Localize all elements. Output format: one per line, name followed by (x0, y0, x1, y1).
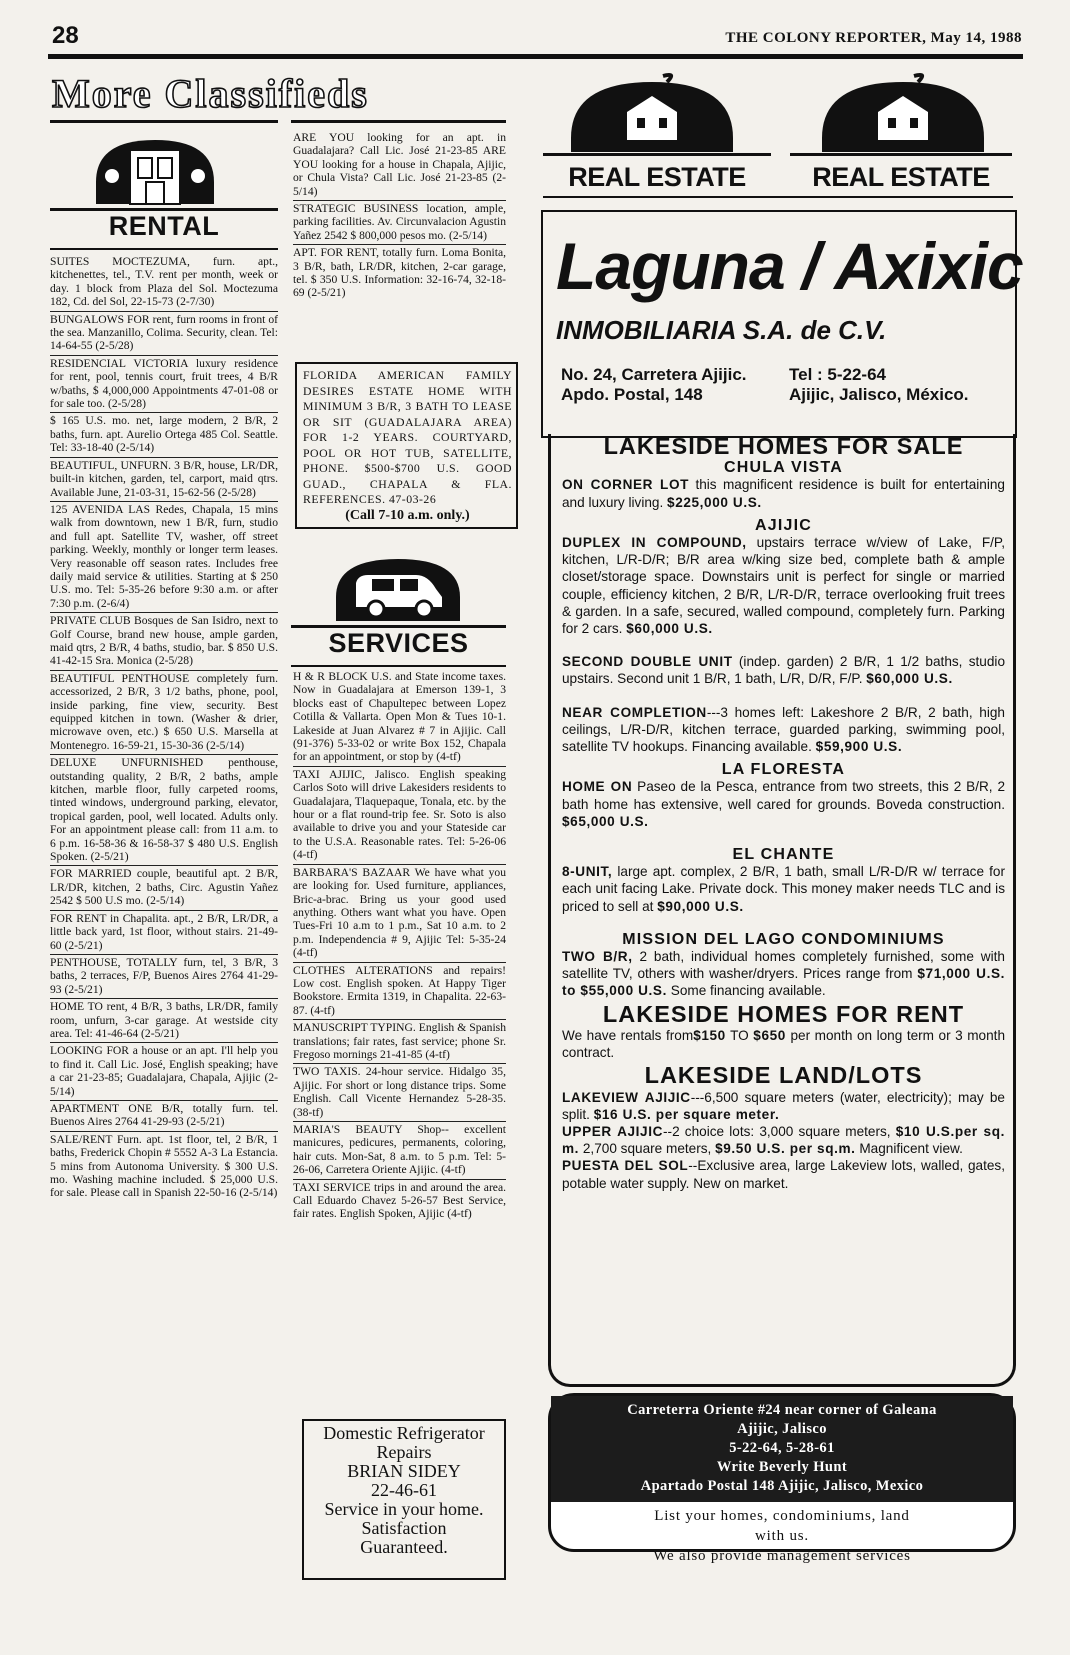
listing-corner-lot: ON CORNER LOT this magnificent residence is built for entertaining and luxury living. $225,000 U.S. (562, 477, 1005, 510)
real-estate-label-right: REAL ESTATE (812, 162, 990, 192)
service-ad: CLOTHES ALTERATIONS and repairs! Low cost. English spoken. At Happy Tiger Bookstore. Ermita 1319, in Chapalita. 22-63-87. (4-tf) (293, 963, 506, 1021)
masthead: THE COLONY REPORTER, May 14, 1988 (725, 30, 1022, 46)
land-lots-heading: LAKESIDE LAND/LOTS (644, 1062, 923, 1089)
contact-line: Apartado Postal 148 Ajijic, Jalisco, Mexico (640, 1478, 924, 1494)
re-rule-right (790, 153, 1012, 156)
contact-note-line: List your homes, condominiums, land (654, 1508, 910, 1524)
service-ad: TAXI AJIJIC, Jalisco. English speaking Carlos Soto will drive Lakesiders residents to Guadalajara, Tlaquepaque, Tonala, etc. by the hour or a flat round-trip fee. Sr. Soto is also available to drive you and your Stateside car to the U.S.A. Reasonable rates. Tel: 5-26-06 (4-tf) (293, 767, 506, 865)
fridge-ad-line: BRIAN SIDEY (347, 1461, 461, 1481)
services-heading: SERVICES (328, 628, 469, 658)
classified-ad: 125 AVENIDA LAS Redes, Chapala, 15 mins walk from downtown, new 1 B/R, furn, studio and full apt. Satellite TV, washer, off street parking. Weekly, monthly or longer term leases. Very reasonable off season rates. Includes free daily maid service & utilities. Starting at $ 250 U.S. mo. Tel: 5-35-26 before 9:30 a.m. or after 7:30 p.m. (2-6/4) (50, 502, 278, 613)
listing-duplex: DUPLEX IN COMPOUND, upstairs terrace w/view of Lake, F/P, kitchen, L/R-D/R; B/R area w/king size bed, complete bath & ample closet/storage space. Downstairs unit is perfect for single or married couple, efficiency kitchen, 2 B/R, L/R-D/R, terrace overlooking fruit trees & garden. In a safe, secured, walled compound, completely furn. Parking for 2 cars. $60,000 U.S. (562, 535, 1005, 637)
classified-ad: APT. FOR RENT, totally furn. Loma Bonita, 3 B/R, bath, LR/DR, kitchen, 2-car garage, tel. $ 350 U.S. Information: 32-16-74, 32-18-69 (2-5/21) (293, 246, 506, 300)
fridge-ad-line: Domestic Refrigerator (323, 1423, 485, 1443)
real-estate-label-left: REAL ESTATE (568, 162, 746, 192)
listing-el-chante: 8-UNIT, large apt. complex, 2 B/R, 1 bath, small L/R-D/R w/ terrace for each unit facing Lake. Private dock. This money maker needs TLC and is priced to sell at $90,000 U.S. (562, 864, 1005, 914)
classified-ad: LOOKING FOR a house or an apt. I'll help you to find it. Call Lic. José, English speaking; have a car 21-23-85; Guadalajara, Chapala, Ajijic (2-5/14) (50, 1043, 278, 1101)
listing-second-unit: SECOND DOUBLE UNIT (indep. garden) 2 B/R, 1 1/2 baths, studio upstairs. Second unit 1 B/R, 1 bath, L/R, D/R, F/P. $60,000 U.S. (562, 654, 1006, 687)
listing-mission-del-lago: TWO B/R, 2 bath, individual homes completely furnished, some with satellite TV, others with washer/dryers. Prices range from $71,000 U.S. to $55,000 U.S. Some financing available. (562, 949, 1005, 999)
listing-rentals: We have rentals from$150 TO $650 per month on long term or 3 month contract. (562, 1027, 1006, 1061)
contact-line: 5-22-64, 5-28-61 (729, 1440, 835, 1456)
contact-box (548, 1393, 1016, 1564)
listing-upper-ajijic: UPPER AJIJIC--2 choice lots: 3,000 square meters, $10 U.S.per sq. m. 2,700 square meters, $9.50 U.S. per sq.m. Magnificent view. (562, 1123, 1005, 1157)
service-ad: MARIA'S BEAUTY Shop-- excellent manicures, pedicures, permanents, coloring, hair cuts. Mon-Sat, 8 a.m. to 5 p.m. Tel: 5-26-06, Carretera Oriente Ajijic. (4-tf) (293, 1122, 506, 1180)
company-phone-city (789, 365, 969, 405)
section-title: More Classifieds (52, 71, 369, 116)
contact-line: Ajijic, Jalisco (737, 1421, 827, 1437)
classified-ad: HOME TO rent, 4 B/R, 3 baths, LR/DR, family room, unfurn, 3-car garage. At westside city area. Tel: 41-46-64 (2-5/21) (50, 999, 278, 1043)
contact-line: Write Beverly Hunt (716, 1459, 848, 1475)
classified-ad: RESIDENCIAL VICTORIA luxury residence for rent, pool, tennis court, fruit trees, 4 B/R w/baths, $ 4,000,000 Appointments 47-01-08 or for sale too. (2-5/28) (50, 356, 278, 414)
classified-ad: DELUXE UNFURNISHED penthouse, outstanding quality, 2 B/R, 2 baths, ample kitchen, marble floor, fully carpeted rooms, tinted windows, underground parking, elevator, tropical garden, pool, well located. Adults only. For an appointment please call: from 11 a.m. to 6 p.m. 16-58-36 & 16-58-37 $ 480 U.S. English Spoken. (2-5/21) (50, 755, 278, 866)
listing-near-completion: NEAR COMPLETION---3 homes left: Lakeshore 2 B/R, 2 bath, high ceilings, L/R-D/R, kitchen terrace, guarded parking, swimming pool, satellite TV hookups. Financing available. $59,900 U.S. (562, 704, 1005, 755)
florida-ad-text: FLORIDA AMERICAN FAMILY DESIRES ESTATE HOME WITH MINIMUM 3 B/R, 3 BATH TO LEASE OR SIT (GUADALAJARA AREA) FOR 1-2 YEARS. COURTYARD, POOL OR HOT TUB, SATELLITE, PHONE. $500-$700 U.S. GOOD GUAD., CHAPALA & FLA. REFERENCES. 47-03-26 (303, 368, 512, 506)
location-la-floresta: LA FLORESTA (721, 761, 846, 779)
contact-note-block (551, 1502, 1013, 1566)
classified-ad: BEAUTIFUL PENTHOUSE completely furn. accessorized, 2 B/R, 3 1/2 baths, phone, pool, inside parking, fine view, security. Best equipped kitchen in town. (Washer & drier, microwave oven, etc.) $ 650 U.S. Marsella at Montenegro. 16-59-21, 15-30-36 (2-5/14) (50, 671, 278, 755)
classified-ad: SALE/RENT Furn. apt. 1st floor, tel, 2 B/R, 1 baths, Frederick Chopin # 5552 A-3 La Estancia. 5 mins from Autonoma University. $ 300 U.S. mo. Washing machine included. $ 25,000 U.S. for sale. Please call in Spanish 22-50-16 (2-5/14) (50, 1132, 278, 1200)
service-ad: BARBARA'S BAZAAR We have what you are looking for. Used furniture, appliances, Bric-a-brac. Bring us your good used anything. Others want what you have. Open Tues-Fri 10 a.m to 1 p.m., Sat 10 a.m. to 2 p.m. Independencia # 9, Ajijic Tel: 5-35-24 (4-tf) (293, 865, 506, 963)
classified-ad: STRATEGIC BUSINESS location, ample, parking facilities. Av. Circunvalacion Agustin Yañez 2542 $ 800,000 pesos mo. (2-5/14) (293, 201, 506, 245)
rental-top-rule (50, 120, 278, 123)
fridge-ad-line: Satisfaction (361, 1518, 447, 1538)
classified-ad: PENTHOUSE, TOTALLY furn, tel, 3 B/R, 3 baths, 2 terraces, F/P, Buenos Aires 2764 41-29-93 (2-5/21) (50, 955, 278, 999)
listing-lakeview-ajijic: LAKEVIEW AJIJIC---6,500 square meters (water, electricity); may be split. $16 U.S. per square meter. (562, 1089, 1005, 1122)
florida-call-hours: (Call 7-10 a.m. only.) (345, 507, 470, 523)
rental-house-icon (90, 136, 220, 206)
location-ajijic: AJIJIC (755, 516, 812, 534)
rental-heading: RENTAL (108, 211, 220, 241)
postal-line: Apdo. Postal, 148 (561, 385, 703, 404)
location-el-chante: EL CHANTE (732, 846, 835, 864)
contact-note-line: with us. (755, 1528, 809, 1544)
rental-sub-rule (50, 248, 278, 250)
classified-ad: SUITES MOCTEZUMA, furn. apt., kitchenettes, tel., T.V. rent per month, week or day. 1 block from Plaza del Sol. Moctezuma 182, Cd. del Sol, 22-15-73 (2-7/30) (50, 254, 278, 312)
fridge-ad-line: 22-46-61 (371, 1480, 437, 1500)
company-name: Laguna / Axixic (556, 229, 1023, 303)
company-city: Ajijic, Jalisco, México. (789, 385, 969, 404)
fridge-repair-ad (302, 1419, 506, 1580)
contact-address-block (551, 1396, 1013, 1502)
classified-ad: FOR MARRIED couple, beautiful apt. 2 B/R, LR/DR, kitchen, 2 baths, Circ. Agustin Yañez 2542 $ 500 U.S mo. (2-5/14) (50, 866, 278, 910)
fridge-ad-line: Service in your home. (324, 1499, 484, 1519)
classified-ad: BUNGALOWS FOR rent, furn rooms in front of the sea. Manzanillo, Colima. Security, clean. Tel: 14-64-55 (2-5/28) (50, 312, 278, 356)
company-subtitle: INMOBILIARIA S.A. de C.V. (556, 315, 887, 345)
classified-ad: ARE YOU looking for an apt. in Guadalajara? Call Lic. José 21-23-85 ARE YOU looking for a house in Chapala, Ajijic, or Chula Vista? Call Lic. José 21-23-85 (2-5/14) (293, 130, 506, 201)
lakeside-listings-box (548, 434, 1016, 1387)
real-estate-house-right (818, 74, 988, 154)
real-estate-house-left (567, 74, 737, 154)
services-van-icon (332, 557, 464, 623)
classified-ad: PRIVATE CLUB Bosques de San Isidro, next to Golf Course, brand new house, ample garden, maid qtrs, 2 B/R, 4 baths, studio, bar. $ 850 U.S. 41-42-15 Sra. Monica (2-5/28) (50, 613, 278, 671)
service-ad: TWO TAXIS. 24-hour service. Hidalgo 35, Ajijic. For short or long distance trips. Some English. Call Vicente Hernandez 5-28-35. (38-tf) (293, 1064, 506, 1122)
top-rule (48, 54, 1023, 59)
fridge-ad-line: Guaranteed. (360, 1537, 448, 1557)
services-ads (293, 669, 506, 1223)
company-address (561, 365, 747, 405)
re-rule-left (543, 153, 771, 156)
service-ad: MANUSCRIPT TYPING. English & Spanish translations; fair rates, fast service; phone Sr. Fregoso mornings 21-41-85 (4-tf) (293, 1020, 506, 1064)
rental-ads (50, 254, 278, 1202)
fridge-ad-line: Repairs (376, 1442, 432, 1462)
address-line: No. 24, Carretera Ajijic. (561, 365, 747, 384)
homes-for-rent-heading: LAKESIDE HOMES FOR RENT (602, 1000, 965, 1027)
classified-ad: $ 165 U.S. mo. net, large modern, 2 B/R, 2 baths, furn. apt. Aurelio Ortega 485 Col. Seattle. Tel: 33-18-40 (2-5/14) (50, 413, 278, 457)
contact-note-line: We also provide management services (653, 1548, 911, 1564)
classified-ad: BEAUTIFUL, UNFURN. 3 B/R, house, LR/DR, built-in kitchen, garden, tel, carport, maid qtrs. Available June, 21-03-31, 15-62-56 (2-5/28) (50, 458, 278, 502)
middle-top-rule (291, 120, 506, 123)
homes-for-sale-heading: LAKESIDE HOMES FOR SALE (603, 433, 964, 459)
service-ad: TAXI SERVICE trips in and around the area. Call Eduardo Chavez 5-26-57 Best Service, fair rates. English Spoken, Ajijic (4-tf) (293, 1180, 506, 1221)
company-phone: Tel : 5-22-64 (789, 365, 887, 384)
listing-la-floresta: HOME ON Paseo de la Pesca, entrance from two streets, this 2 B/R, 2 bath home has extensive, well cared for grounds. Boveda construction. $65,000 U.S. (562, 779, 1006, 829)
location-mission-del-lago: MISSION DEL LAGO CONDOMINIUMS (622, 930, 945, 948)
classified-ad: FOR RENT in Chapalita. apt., 2 B/R, LR/DR, a little back yard, 1st floor, without stairs. 21-49-60 (2-5/21) (50, 911, 278, 955)
contact-line: Carreterra Oriente #24 near corner of Galeana (627, 1402, 937, 1418)
services-sub-rule (291, 665, 506, 667)
service-ad: H & R BLOCK U.S. and State income taxes. Now in Guadalajara at Emerson 139-1, 3 blocks east of Chapultepec between Lopez Cotilla & Vallarta. Open Mon & Tues 10-1. Lakeside at Juan Alvarez # 7 in Ajijic. Call (91-376) 5-33-02 or write Box 152, Chapala for an appointment, or stop by (4-tf) (293, 669, 506, 767)
florida-ad-box (295, 362, 518, 529)
re-label-underline (543, 196, 1013, 198)
classified-ad: APARTMENT ONE B/R, totally furn. tel. Buenos Aires 2764 41-29-93 (2-5/21) (50, 1101, 278, 1132)
listing-puesta-del-sol: PUESTA DEL SOL--Exclusive area, large Lakeview lots, walled, gates, potable water supply. New on market. (562, 1158, 1005, 1191)
location-chula-vista: CHULA VISTA (724, 459, 843, 477)
middle-ads (293, 130, 506, 302)
page-number: 28 (52, 22, 79, 49)
